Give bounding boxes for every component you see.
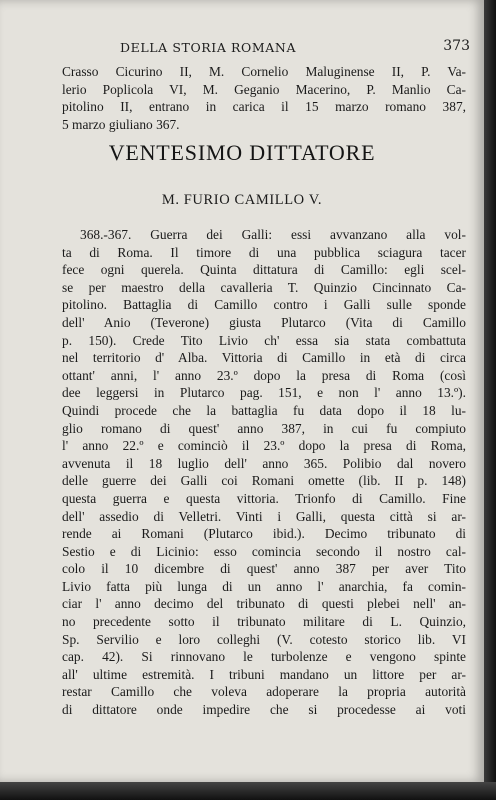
text-line: dell' assedio di Velletri. Vinti i Galli, questa città si ar- [62,508,466,524]
text-line: di dittatore onde impedire che si procedesse ai voti [62,702,466,718]
page-number: 373 [443,38,470,54]
text-line: ta di Roma. Il timore di una pubblica sciagura tacer [62,244,466,260]
text-line: avvenuta il 18 luglio dell' anno 365. Polibio dal novero [62,455,466,471]
text-line: Crasso Cicurino II, M. Cornelio Maluginense II, P. Va- [62,64,466,79]
text-line: 368.-367. Guerra dei Galli: essi avvanzano alla vol- [80,227,466,242]
text-line: lerio Poplicola VI, M. Geganio Macerino, P. Manlio Ca- [62,81,466,97]
text-line: ottant' anni, l' anno 23.º dopo la presa di Roma (così [62,367,466,383]
text-line: questa guerra e questa vittoria. Trionfo di Camillo. Fine [62,490,466,506]
text-line: restar Camillo che voleva adoperare la propria autorità [62,684,466,700]
text-line: dell' Anio (Teverone) giusta Plutarco (Vita di Camillo [62,314,466,330]
text-line: all' ultime estremità. I tribuni mandano un littore per ar- [62,666,466,682]
text-line: glio romano di quest' anno 387, in cui fu compiuto [62,420,466,436]
text-line: ciar l' anno decimo del tribunato di questi plebei nell' an- [62,596,466,612]
chapter-title: VENTESIMO DITTATORE [108,140,376,165]
text-line: l' anno 22.º e cominciò il 23.º dopo la presa di Roma, [62,438,466,454]
text-line: Sp. Servilio e loro colleghi (V. cotesto storico lib. VI [62,631,466,647]
text-line: colo il 10 dicembre di quest' anno 387 per aver Tito [62,561,466,577]
text-line: cap. 42). Si rinnovano le turbolenze e vengono spinte [62,649,466,665]
text-line: 5 marzo giuliano 367. [62,116,180,132]
page-edge-shadow [484,0,496,800]
text-line: p. 150). Crede Tito Livio ch' essa sia stata combattuta [62,332,466,348]
body-paragraph [62,226,466,719]
text-line: dee leggersi in Plutarco pag. 151, e non l' anno 13.º). [62,385,466,401]
running-title: DELLA STORIA ROMANA [120,40,297,55]
text-line: rende ai Romani (Plutarco ibid.). Decimo tribunato di [62,526,466,542]
text-line: pitolino II, entrano in carica il 15 marzo romano 387, [62,99,466,115]
chapter-subtitle: M. FURIO CAMILLO V. [161,192,323,208]
text-line: fece ogni querela. Quinta dittatura di Camillo: egli scel- [62,262,466,278]
text-line: se per maestro della cavalleria T. Quinzio Cincinnato Ca- [62,279,466,295]
text-line: Livio fatta più lunga di un anno l' anarchia, fa comin- [62,578,466,594]
text-line: pitolino. Battaglia di Camillo contro i Galli sulle sponde [62,297,466,313]
text-line: Sestio e di Licinio: esso comincia secondo il nostro cal- [62,543,466,559]
text-line: nel territorio d' Alba. Vittoria di Camillo in età di circa [62,350,466,366]
text-line: no precedente sotto il tribunato militare di L. Quinzio, [62,614,466,630]
text-line: Quindi procede che la battaglia fu data dopo il 18 lu- [62,402,466,418]
page-bottom-shadow [0,782,496,800]
intro-paragraph [62,63,466,133]
text-line: delle guerre dei Galli coi Romani omette (lib. II p. 148) [62,473,466,489]
